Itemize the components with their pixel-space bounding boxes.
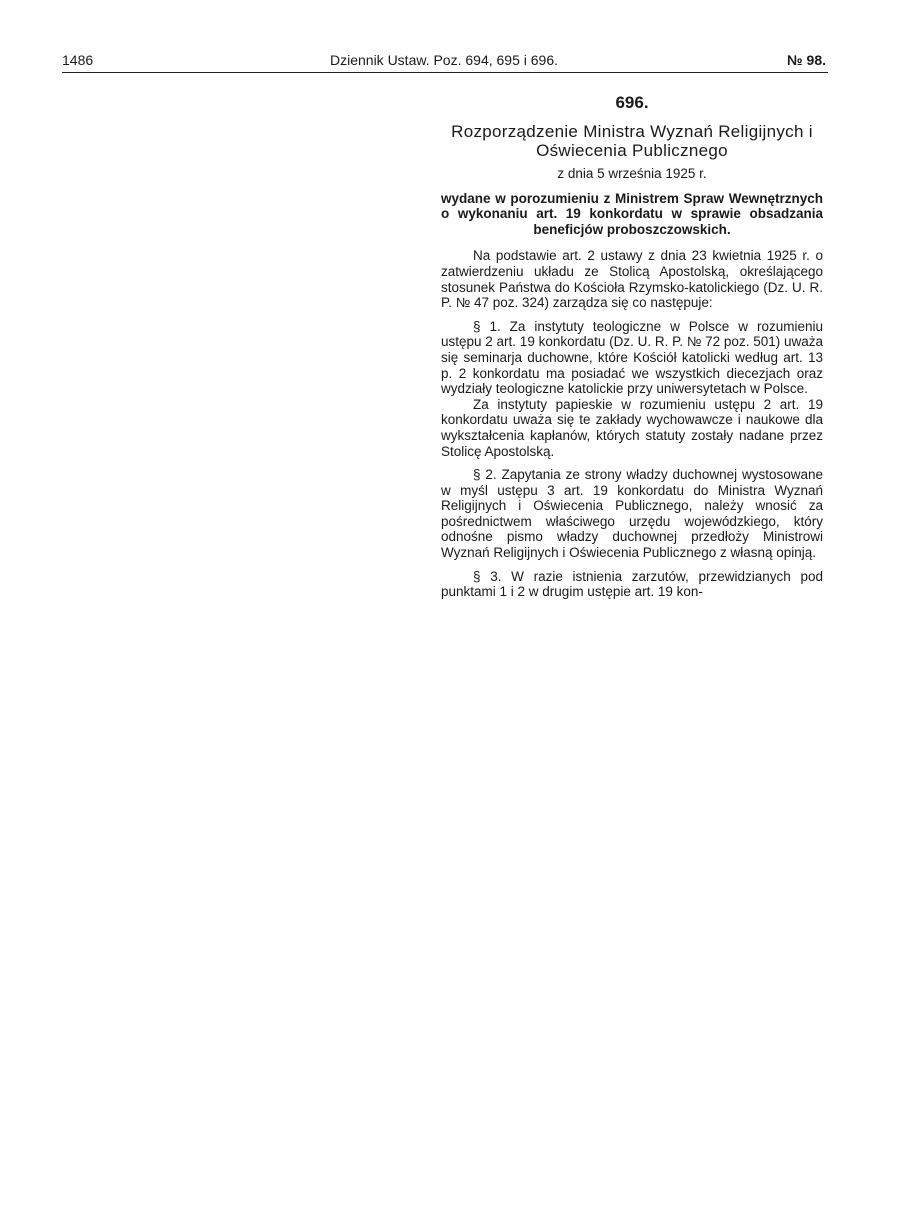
regulation-title: Rozporządzenie Ministra Wyznań Religijnych i Oświecenia Publicznego bbox=[451, 122, 813, 160]
section-3-paragraph: § 3. W razie istnienia zarzutów, przewidzianych pod punktami 1 i 2 w drugim ustępie art. 19 kon- bbox=[441, 568, 823, 600]
page-header bbox=[62, 48, 826, 72]
regulation-date: z dnia 5 września 1925 r. bbox=[557, 166, 707, 181]
preamble-paragraph: Na podstawie art. 2 ustawy z dnia 23 kwietnia 1925 r. o zatwierdzeniu układu ze Stolicą Apostolską, określającego stosunek Państwa do Kościoła Rzymsko-katolickiego (Dz. U. R. P. № 47 poz. 324) zarządza się co następuje: bbox=[441, 248, 823, 311]
spacer bbox=[441, 311, 823, 319]
issue-number: № 98. bbox=[787, 52, 826, 68]
section-1-paragraph: § 1. Za instytuty teologiczne w Polsce w rozumieniu ustępu 2 art. 19 konkordatu (Dz. U. R. P. № 72 poz. 501) uważa się seminarja duchowne, które Kościół katolicki według art. 13 p. 2 konkordatu ma posiadać we wszystkich diecezjach oraz wydziały teologiczne katolickie przy uniwersytetach w Polsce. bbox=[441, 318, 823, 397]
spacer bbox=[441, 459, 823, 467]
page-number: 1486 bbox=[62, 52, 94, 68]
spacer bbox=[441, 561, 823, 569]
section-2-paragraph: § 2. Zapytania ze strony władzy duchownej wystosowane w myśl ustępu 3 art. 19 konkordatu do Ministra Wyznań Religijnych i Oświecenia Publicznego, należy wnosić za pośrednictwem właściwego urzędu wojewódzkiego, który odnośne pismo władzy duchownej przedłoży Ministrowi Wyznań Religijnych i Oświecenia Publicznego z własną opinją. bbox=[441, 467, 823, 561]
position-number: 696. bbox=[615, 93, 649, 112]
regulation-subtitle: wydane w porozumieniu z Ministrem Spraw Wewnętrznych o wykonaniu art. 19 konkordatu w sprawie obsadzania beneficjów proboszczowskich. bbox=[441, 190, 823, 237]
running-title: Dziennik Ustaw. Poz. 694, 695 i 696. bbox=[329, 52, 559, 68]
header-rule bbox=[62, 72, 828, 73]
document-column bbox=[441, 92, 823, 600]
section-1-continuation: Za instytuty papieskie w rozumieniu ustępu 2 art. 19 konkordatu uważa się te zakłady wychowawcze i naukowe dla wykształcenia kapłanów, których statuty zostały nadane przez Stolicę Apostolską. bbox=[441, 396, 823, 459]
